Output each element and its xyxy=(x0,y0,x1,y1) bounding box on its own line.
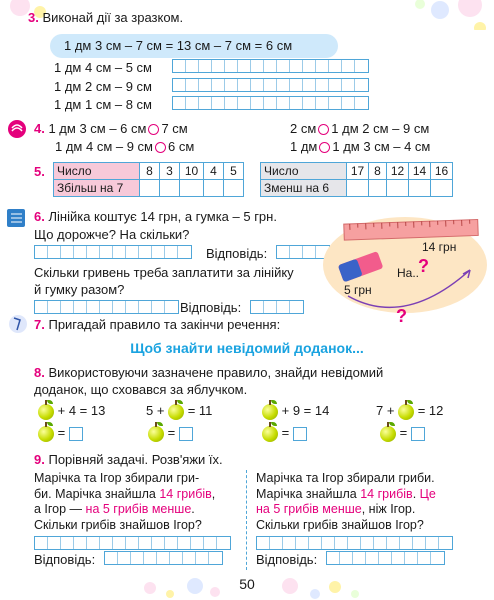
grid-cell[interactable] xyxy=(322,537,335,549)
example-banner xyxy=(50,34,338,58)
grid-cell[interactable] xyxy=(366,552,379,564)
grid-cell[interactable] xyxy=(316,79,329,91)
grid-cell[interactable] xyxy=(264,60,277,72)
solution-cells[interactable] xyxy=(34,300,179,318)
text: би. Марічка знайшла xyxy=(34,486,160,501)
problem-line: Марічка та Ігор збирали гри- xyxy=(34,471,200,485)
grid-cell[interactable] xyxy=(342,79,355,91)
exercise-number: 5. xyxy=(34,164,45,179)
problem-line xyxy=(256,502,436,518)
grid-cell[interactable] xyxy=(209,552,222,564)
equation-1 xyxy=(38,403,105,420)
answer-cells[interactable] xyxy=(250,300,304,318)
exercise-number: 8. xyxy=(34,365,45,380)
grid-cell[interactable] xyxy=(87,537,100,549)
grid-cell[interactable] xyxy=(87,246,100,258)
table-header: Число xyxy=(54,163,140,180)
problem-left xyxy=(34,471,215,533)
question-mark: ? xyxy=(396,306,407,326)
exercise-number: 3. xyxy=(28,10,39,25)
problem-line: Скільки грибів знайшов Ігор? xyxy=(34,517,202,532)
grid-cell[interactable] xyxy=(199,60,212,72)
grid-cell[interactable] xyxy=(61,537,74,549)
grid-cell[interactable] xyxy=(61,246,74,258)
grid-cell[interactable] xyxy=(238,60,251,72)
highlight: Це xyxy=(419,486,436,501)
answer-cells[interactable] xyxy=(326,551,445,569)
answer-cells[interactable] xyxy=(172,59,369,77)
answer-label: Відповідь: xyxy=(180,300,242,315)
problem-right xyxy=(256,471,436,533)
grid-cell[interactable] xyxy=(353,552,366,564)
grid-cell[interactable] xyxy=(257,537,270,549)
highlight: 14 грибів xyxy=(159,486,212,501)
grid-cell[interactable] xyxy=(277,301,290,313)
grid-cell[interactable] xyxy=(355,60,368,72)
expression: 1 дм 1 см – 8 см xyxy=(54,97,152,112)
exercise-text: Виконай дії за зразком. xyxy=(42,10,184,25)
problem-line: Марічка та Ігор збирали гриби. xyxy=(256,471,435,485)
answer-cells[interactable] xyxy=(104,551,223,569)
grid-cell[interactable] xyxy=(309,537,322,549)
grid-cell[interactable] xyxy=(264,301,277,313)
expression: 1 дм 3 см – 6 см xyxy=(48,121,147,136)
grid-cell[interactable] xyxy=(439,537,452,549)
answer-cell[interactable] xyxy=(204,180,224,197)
grid-cell[interactable] xyxy=(327,552,340,564)
equation-text: + 4 = 13 xyxy=(57,403,106,418)
ex7-title xyxy=(34,317,280,333)
grid-cell[interactable] xyxy=(152,301,165,313)
table-cell: 16 xyxy=(431,163,453,180)
problem-text: Скільки гривень треба заплатити за лінійку xyxy=(34,265,294,280)
rule-heading: Щоб знайти невідомий доданок... xyxy=(130,340,364,356)
grid-cell[interactable] xyxy=(225,79,238,91)
notebook-icon xyxy=(6,208,24,226)
grid-cell[interactable] xyxy=(400,537,413,549)
grid-cell[interactable] xyxy=(303,79,316,91)
problem-text: Використовуючи зазначене правило, знайди невідомий xyxy=(48,365,384,380)
grid-cell[interactable] xyxy=(74,246,87,258)
highlight: на 5 грибів менше xyxy=(256,502,362,516)
exercise-number: 4. xyxy=(34,121,45,136)
expression: 1 дм xyxy=(290,139,318,154)
grid-cell[interactable] xyxy=(139,301,152,313)
equation-3 xyxy=(262,403,329,420)
exercise-number: 6. xyxy=(34,209,45,224)
pen-icon xyxy=(8,314,26,332)
answer-box[interactable] xyxy=(69,427,83,441)
grid-cell[interactable] xyxy=(144,552,157,564)
grid-cell[interactable] xyxy=(165,537,178,549)
grid-cell[interactable] xyxy=(290,60,303,72)
grid-cell[interactable] xyxy=(165,301,178,313)
grid-cell[interactable] xyxy=(191,537,204,549)
grid-cell[interactable] xyxy=(74,301,87,313)
grid-cell[interactable] xyxy=(74,537,87,549)
apple-icon xyxy=(398,404,414,420)
grid-cell[interactable] xyxy=(139,246,152,258)
grid-cell[interactable] xyxy=(113,537,126,549)
exercise-text: Порівняй задачі. Розв'яжи їх. xyxy=(48,452,223,467)
grid-cell[interactable] xyxy=(126,301,139,313)
equation-text: 5 + xyxy=(146,403,165,418)
grid-cell[interactable] xyxy=(251,60,264,72)
equals: = xyxy=(57,425,66,440)
grid-cell[interactable] xyxy=(303,97,316,109)
grid-cell[interactable] xyxy=(264,97,277,109)
answer-label: Відповідь: xyxy=(206,246,268,261)
answer-cell[interactable] xyxy=(180,180,204,197)
ex6-text xyxy=(34,209,277,225)
equals: = xyxy=(167,425,176,440)
grid-cell[interactable] xyxy=(355,79,368,91)
grid-cell[interactable] xyxy=(251,301,264,313)
divider xyxy=(246,470,247,570)
grid-cell[interactable] xyxy=(431,552,444,564)
apple-icon xyxy=(168,404,184,420)
difference-label: На.. xyxy=(397,266,420,280)
grid-cell[interactable] xyxy=(100,246,113,258)
grid-cell[interactable] xyxy=(277,79,290,91)
table-cell: 12 xyxy=(387,163,409,180)
grid-cell[interactable] xyxy=(290,79,303,91)
expression: 7 см xyxy=(161,121,188,136)
grid-cell[interactable] xyxy=(418,552,431,564)
grid-cell[interactable] xyxy=(170,552,183,564)
answer-cells[interactable] xyxy=(172,96,369,114)
text: , xyxy=(211,486,216,501)
grid-cell[interactable] xyxy=(277,97,290,109)
expression: 2 см xyxy=(290,121,317,136)
grid-cell[interactable] xyxy=(277,60,290,72)
equation-text: 7 + xyxy=(376,403,395,418)
grid-cell[interactable] xyxy=(329,60,342,72)
grid-cell[interactable] xyxy=(35,537,48,549)
text: а Ігор — xyxy=(34,502,86,516)
ex9-title xyxy=(34,452,223,468)
grid-cell[interactable] xyxy=(340,552,353,564)
grid-cell[interactable] xyxy=(316,60,329,72)
compare-circle[interactable] xyxy=(319,142,330,153)
grid-cell[interactable] xyxy=(118,552,131,564)
grid-cell[interactable] xyxy=(413,537,426,549)
answer-cell[interactable] xyxy=(160,180,180,197)
grid-cell[interactable] xyxy=(212,97,225,109)
answer-label: Відповідь: xyxy=(256,552,318,567)
grid-cell[interactable] xyxy=(186,60,199,72)
grid-cell[interactable] xyxy=(238,97,251,109)
table-cell: 14 xyxy=(409,163,431,180)
grid-cell[interactable] xyxy=(361,537,374,549)
table-header: Збільш на 7 xyxy=(54,180,140,197)
grid-cell[interactable] xyxy=(87,301,100,313)
grid-cell[interactable] xyxy=(105,552,118,564)
exercise-number: 7. xyxy=(34,317,45,332)
apple-icon xyxy=(380,426,396,442)
answer-cell[interactable] xyxy=(369,180,387,197)
grid-cell[interactable] xyxy=(225,60,238,72)
grid-cell[interactable] xyxy=(355,97,368,109)
answer-box[interactable] xyxy=(293,427,307,441)
equals: = xyxy=(281,425,290,440)
grid-cell[interactable] xyxy=(61,301,74,313)
ex8-text xyxy=(34,365,383,381)
grid-cell[interactable] xyxy=(277,246,290,258)
eraser-price: 5 грн xyxy=(344,283,372,297)
grid-cell[interactable] xyxy=(212,60,225,72)
problem-line xyxy=(34,502,215,518)
grid-cell[interactable] xyxy=(225,97,238,109)
ex4-right-1 xyxy=(290,121,429,137)
problem-text: й гумку разом? xyxy=(34,282,125,297)
grid-cell[interactable] xyxy=(270,537,283,549)
grid-cell[interactable] xyxy=(329,79,342,91)
table-cell: 10 xyxy=(180,163,204,180)
apple-icon xyxy=(38,426,54,442)
pencil-icon xyxy=(8,120,26,138)
grid-cell[interactable] xyxy=(392,552,405,564)
exercise-number: 9. xyxy=(34,452,45,467)
grid-cell[interactable] xyxy=(405,552,418,564)
table-cell: 5 xyxy=(224,163,244,180)
grid-cell[interactable] xyxy=(290,301,303,313)
expression: 1 дм 4 см – 5 см xyxy=(54,60,152,75)
grid-cell[interactable] xyxy=(303,246,316,258)
table-cell: 8 xyxy=(140,163,160,180)
grid-cell[interactable] xyxy=(48,246,61,258)
apple-icon xyxy=(262,404,278,420)
grid-cell[interactable] xyxy=(113,301,126,313)
grid-cell[interactable] xyxy=(290,97,303,109)
grid-cell[interactable] xyxy=(316,97,329,109)
answer-cell[interactable] xyxy=(431,180,453,197)
table-cell: 4 xyxy=(204,163,224,180)
grid-cell[interactable] xyxy=(387,537,400,549)
grid-cell[interactable] xyxy=(217,537,230,549)
grid-cell[interactable] xyxy=(100,301,113,313)
page-number: 50 xyxy=(239,576,255,592)
grid-cell[interactable] xyxy=(342,60,355,72)
grid-cell[interactable] xyxy=(303,60,316,72)
highlight: на 5 грибів менше xyxy=(85,502,192,516)
grid-cell[interactable] xyxy=(152,246,165,258)
grid-cell[interactable] xyxy=(296,537,309,549)
grid-cell[interactable] xyxy=(329,97,342,109)
ex4-left-1 xyxy=(34,121,188,137)
answer-cell[interactable] xyxy=(387,180,409,197)
expression: 1 дм 2 см – 9 см xyxy=(331,121,430,136)
grid-cell[interactable] xyxy=(251,97,264,109)
equals: = xyxy=(399,425,408,440)
grid-cell[interactable] xyxy=(48,301,61,313)
text: , ніж Ігор. xyxy=(361,502,416,516)
answer-cell[interactable] xyxy=(140,180,160,197)
grid-cell[interactable] xyxy=(212,79,225,91)
exercise-text: Пригадай правило та закінчи речення: xyxy=(48,317,281,332)
compare-circle[interactable] xyxy=(148,124,159,135)
grid-cell[interactable] xyxy=(199,97,212,109)
problem-line xyxy=(256,487,436,503)
compare-circle[interactable] xyxy=(318,124,329,135)
grid-cell[interactable] xyxy=(186,79,199,91)
equation-text: + 9 = 14 xyxy=(281,403,330,418)
table-cell: 3 xyxy=(160,163,180,180)
expression: 1 дм 4 см – 9 см xyxy=(55,139,153,154)
apple-icon xyxy=(262,426,278,442)
grid-cell[interactable] xyxy=(264,79,277,91)
grid-cell[interactable] xyxy=(204,537,217,549)
grid-cell[interactable] xyxy=(196,552,209,564)
text: Марічка знайшла xyxy=(256,486,361,501)
answer-cell[interactable] xyxy=(224,180,244,197)
problem-line: Скільки грибів знайшов Ігор? xyxy=(256,517,424,532)
answer-box[interactable] xyxy=(411,427,425,441)
grid-cell[interactable] xyxy=(113,246,126,258)
grid-cell[interactable] xyxy=(48,537,61,549)
table-header: Число xyxy=(261,163,347,180)
text: . xyxy=(191,502,195,516)
grid-cell[interactable] xyxy=(126,246,139,258)
ex3-row xyxy=(54,79,152,95)
expression: 1 дм 2 см – 9 см xyxy=(54,79,152,94)
ex4-right-2 xyxy=(290,139,430,155)
grid-cell[interactable] xyxy=(290,246,303,258)
grid-cell[interactable] xyxy=(165,246,178,258)
answer-3 xyxy=(262,425,307,442)
problem-text: Що дорожче? На скільки? xyxy=(34,227,190,242)
grid-cell[interactable] xyxy=(126,537,139,549)
grid-cell[interactable] xyxy=(157,552,170,564)
grid-cell[interactable] xyxy=(238,79,251,91)
grid-cell[interactable] xyxy=(35,301,48,313)
answer-box[interactable] xyxy=(179,427,193,441)
equation-4 xyxy=(376,403,443,420)
grid-cell[interactable] xyxy=(186,97,199,109)
grid-cell[interactable] xyxy=(100,537,113,549)
expression: 1 дм 3 см – 4 см xyxy=(332,139,431,154)
ex3-row xyxy=(54,97,152,113)
answer-cell[interactable] xyxy=(347,180,369,197)
equation-text: = 12 xyxy=(417,403,444,418)
table-increase xyxy=(53,162,244,197)
grid-cell[interactable] xyxy=(173,97,186,109)
grid-cell[interactable] xyxy=(251,79,264,91)
grid-cell[interactable] xyxy=(342,97,355,109)
grid-cell[interactable] xyxy=(335,537,348,549)
grid-cell[interactable] xyxy=(348,537,361,549)
exercise-3-title xyxy=(28,10,183,26)
grid-cell[interactable] xyxy=(199,79,212,91)
highlight: 14 грибів xyxy=(360,486,413,501)
grid-cell[interactable] xyxy=(173,60,186,72)
question-mark: ? xyxy=(418,256,429,276)
grid-cell[interactable] xyxy=(426,537,439,549)
table-decrease xyxy=(260,162,453,197)
grid-cell[interactable] xyxy=(178,537,191,549)
grid-cell[interactable] xyxy=(283,537,296,549)
grid-cell[interactable] xyxy=(183,552,196,564)
grid-cell[interactable] xyxy=(374,537,387,549)
grid-cell[interactable] xyxy=(152,537,165,549)
apple-icon xyxy=(38,404,54,420)
answer-2 xyxy=(148,425,193,442)
apple-icon xyxy=(148,426,164,442)
example-text: 1 дм 3 см – 7 см = 13 см – 7 см = 6 см xyxy=(64,38,293,53)
grid-cell[interactable] xyxy=(131,552,144,564)
ex4-left-2 xyxy=(55,139,194,155)
answer-1 xyxy=(38,425,83,442)
grid-cell[interactable] xyxy=(35,246,48,258)
grid-cell[interactable] xyxy=(178,246,191,258)
answer-cell[interactable] xyxy=(409,180,431,197)
problem-text: доданок, що сховався за яблучком. xyxy=(34,382,248,397)
answer-cells[interactable] xyxy=(172,78,369,96)
grid-cell[interactable] xyxy=(173,79,186,91)
solution-cells[interactable] xyxy=(34,245,192,263)
grid-cell[interactable] xyxy=(139,537,152,549)
table-cell: 8 xyxy=(369,163,387,180)
compare-circle[interactable] xyxy=(155,142,166,153)
table-header: Зменш на 6 xyxy=(261,180,347,197)
table-cell: 17 xyxy=(347,163,369,180)
problem-text: Лінійка коштує 14 грн, а гумка – 5 грн. xyxy=(48,209,277,224)
problem-line xyxy=(34,487,215,503)
equation-text: = 11 xyxy=(187,403,213,418)
expression: 6 см xyxy=(168,139,195,154)
text: . xyxy=(412,486,420,501)
grid-cell[interactable] xyxy=(379,552,392,564)
ruler-price: 14 грн xyxy=(422,240,457,254)
answer-label: Відповідь: xyxy=(34,552,96,567)
equation-2 xyxy=(146,403,212,420)
ex3-row xyxy=(54,60,152,76)
answer-4 xyxy=(380,425,425,442)
